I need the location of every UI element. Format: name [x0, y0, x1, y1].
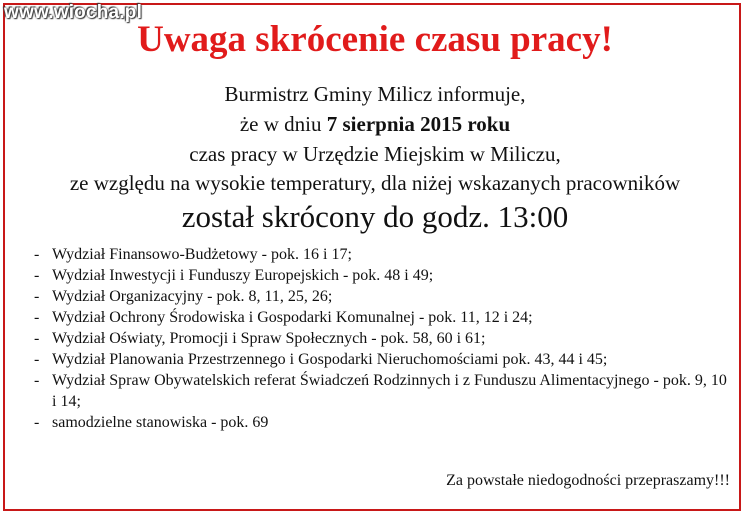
intro-date: 7 sierpnia 2015 roku — [326, 112, 511, 136]
department-text: Wydział Organizacyjny - pok. 8, 11, 25, 26; — [52, 288, 333, 305]
department-item — [34, 370, 734, 412]
department-text: Wydział Ochrony Środowiska i Gospodarki Komunalnej - pok. 11, 12 i 24; — [52, 309, 533, 326]
department-item — [34, 328, 734, 349]
department-item — [34, 265, 734, 286]
department-text: Wydział Inwestycji i Funduszy Europejskich - pok. 48 i 49; — [52, 267, 434, 284]
department-text: Wydział Planowania Przestrzennego i Gospodarki Nieruchomościami pok. 43, 44 i 45; — [52, 351, 608, 368]
list-dash: - — [34, 330, 40, 347]
department-item — [34, 307, 734, 328]
department-text: Wydział Oświaty, Promocji i Spraw Społecznych - pok. 58, 60 i 61; — [52, 330, 486, 347]
department-item — [34, 244, 734, 265]
list-dash: - — [34, 309, 40, 326]
list-dash: - — [34, 288, 40, 305]
watermark: www.wiocha.pl — [4, 2, 143, 23]
department-item — [34, 349, 734, 370]
department-text: samodzielne stanowiska - pok. 69 — [52, 414, 269, 431]
intro-line-1: Burmistrz Gminy Milicz informuje, — [224, 82, 526, 106]
intro-line-4: ze względu na wysokie temperatury, dla niżej wskazanych pracowników — [69, 171, 681, 195]
intro-line-2 — [0, 110, 750, 139]
department-text: Wydział Finansowo-Budżetowy - pok. 16 i 17; — [52, 246, 352, 263]
intro-line-3: czas pracy w Urzędzie Miejskim w Miliczu, — [189, 142, 561, 166]
department-text: Wydział Spraw Obywatelskich referat Świadczeń Rodzinnych i z Funduszu Alimentacyjnego - pok. 9, 10 i 14; — [52, 372, 727, 410]
department-item — [34, 412, 734, 433]
notice-title: Uwaga skrócenie czasu pracy! — [137, 19, 613, 60]
intro-line-2-prefix: że w dniu — [239, 112, 327, 136]
department-list — [34, 244, 734, 433]
headline: został skrócony do godz. 13:00 — [181, 199, 569, 234]
list-dash: - — [34, 372, 40, 389]
list-dash: - — [34, 414, 40, 431]
list-dash: - — [34, 351, 40, 368]
department-item — [34, 286, 734, 307]
list-dash: - — [34, 267, 40, 284]
list-dash: - — [34, 246, 40, 263]
apology-text: Za powstałe niedogodności przepraszamy!!! — [446, 472, 730, 489]
